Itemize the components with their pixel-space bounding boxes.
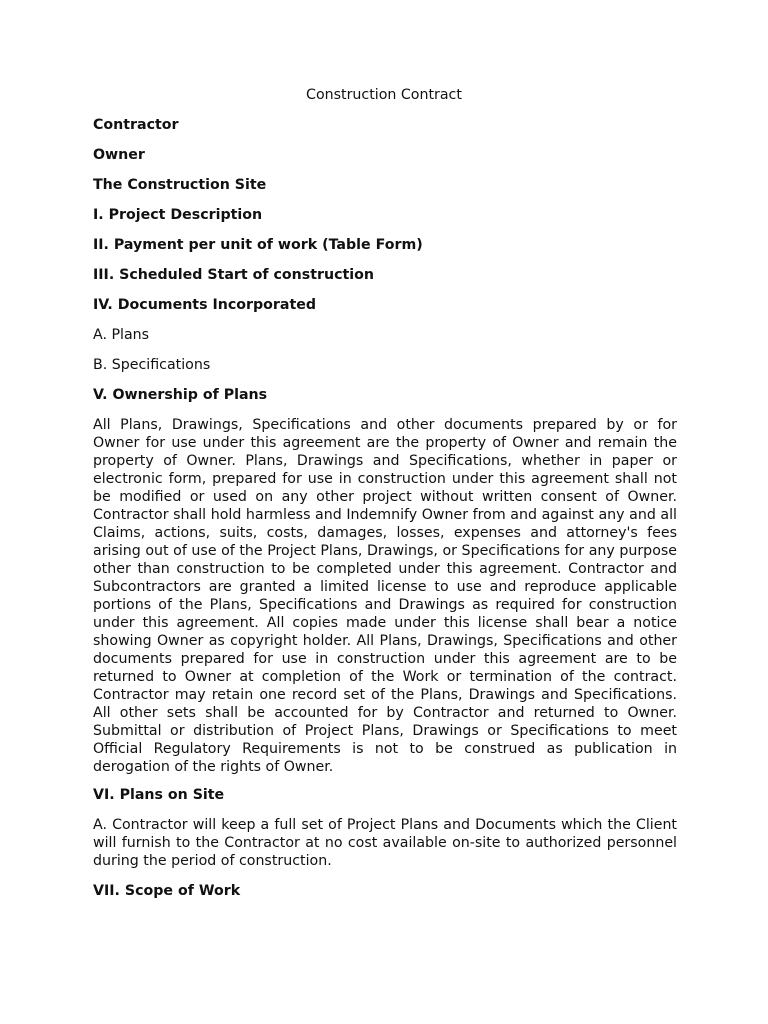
- subsection-specifications: B. Specifications: [93, 357, 211, 373]
- section-ownership-of-plans: V. Ownership of Plans: [93, 387, 268, 403]
- plans-on-site-body: A. Contractor will keep a full set of Project Plans and Documents which the Client will furnish to the Contractor at no cost available on-site to authorized personnel during the period of construction.: [93, 817, 677, 869]
- field-construction-site: The Construction Site: [93, 177, 267, 193]
- ownership-of-plans-body: All Plans, Drawings, Specifications and other documents prepared by or for Owner for use under this agreement are the property of Owner and remain the property of Owner. Plans, Drawings and Specifications, whether in paper or electronic form, prepared for use in construction under this agreement shall not be modified or used on any other project without written consent of Owner. Contractor shall hold harmless and Indemnify Owner from and against any and all Claims, actions, suits, costs, damages, losses, expenses and attorney's fees arising out of use of the Project Plans, Drawings, or Specifications for any purpose other than construction to be completed under this agreement. Contractor and Subcontractors are granted a limited license to use and reproduce applicable portions of the Plans, Specifications and Drawings as required for construction under this agreement. All copies made under this license shall bear a notice showing Owner as copyright holder. All Plans, Drawings, Specifications and other documents prepared for use in construction under this agreement are to be returned to Owner at completion of the Work or termination of the contract. Contractor may retain one record set of the Plans, Drawings and Specifications. All other sets shall be accounted for by Contractor and returned to Owner. Submittal or distribution of Project Plans, Drawings or Specifications to meet Official Regulatory Requirements is not to be construed as publication in derogation of the rights of Owner.: [93, 417, 677, 775]
- section-documents-incorporated: IV. Documents Incorporated: [93, 297, 317, 313]
- section-scope-of-work: VII. Scope of Work: [93, 883, 241, 899]
- field-owner: Owner: [93, 147, 145, 163]
- section-project-description: I. Project Description: [93, 207, 263, 223]
- field-contractor: Contractor: [93, 117, 179, 133]
- section-plans-on-site: VI. Plans on Site: [93, 787, 225, 803]
- subsection-plans: A. Plans: [93, 327, 150, 343]
- section-scheduled-start: III. Scheduled Start of construction: [93, 267, 374, 283]
- document-title: Construction Contract: [306, 87, 462, 103]
- section-payment: II. Payment per unit of work (Table Form): [93, 237, 423, 253]
